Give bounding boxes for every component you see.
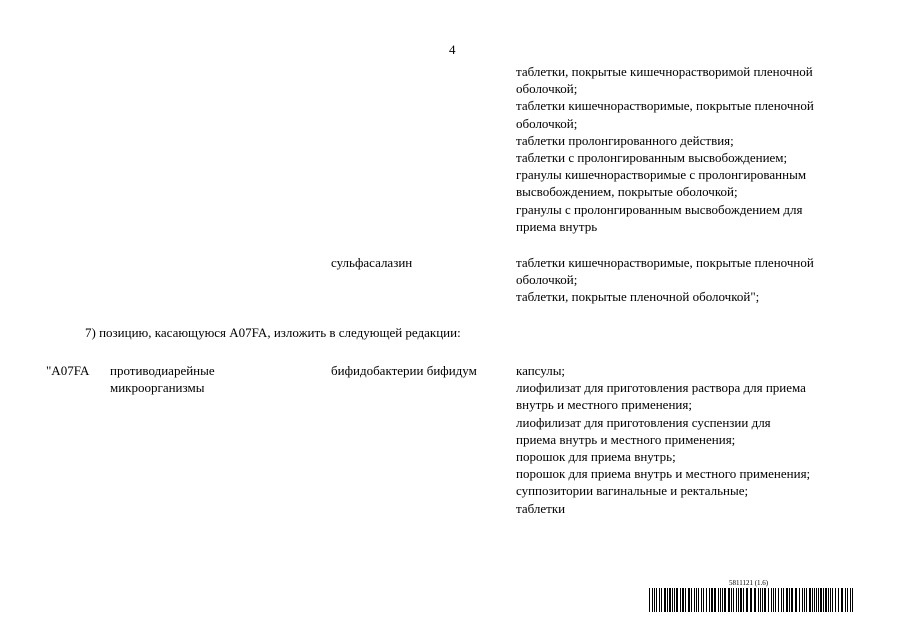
form-line: лиофилизат для приготовления суспензии для	[516, 414, 771, 430]
form-line: оболочкой;	[516, 115, 578, 131]
form-line: таблетки, покрытые пленочной оболочкой";	[516, 289, 760, 305]
form-line: лиофилизат для приготовления раствора для приема	[516, 380, 806, 396]
form-line: таблетки пролонгированного действия;	[516, 132, 734, 148]
form-line: высвобождением, покрытые оболочкой;	[516, 184, 738, 200]
document-barcode	[649, 579, 855, 612]
barcode-label: 5811121 (1.6)	[729, 579, 769, 587]
form-line: оболочкой;	[516, 81, 578, 97]
form-line: внутрь и местного применения;	[516, 397, 692, 413]
group-line: противодиарейные	[110, 363, 215, 378]
atc-group-name	[110, 362, 215, 396]
drug-name-sulfasalazine: сульфасалазин	[331, 255, 413, 270]
forms-list-sulfasalazine	[516, 254, 814, 306]
form-line: порошок для приема внутрь;	[516, 449, 676, 465]
form-line: таблетки с пролонгированным высвобождением;	[516, 150, 788, 166]
forms-list-continued	[516, 63, 814, 235]
form-line: таблетки, покрытые кишечнорастворимой пленочной	[516, 64, 813, 79]
page-number: 4	[449, 42, 456, 57]
form-line: порошок для приема внутрь и местного применения;	[516, 466, 811, 482]
form-line: капсулы;	[516, 363, 566, 378]
form-line: приема внутрь и местного применения;	[516, 431, 736, 447]
drug-name-bifidobacteria: бифидобактерии бифидум	[331, 363, 477, 378]
form-line: таблетки	[516, 500, 566, 516]
forms-list-bifidobacteria	[516, 362, 810, 517]
form-line: таблетки кишечнорастворимые, покрытые пленочной	[516, 255, 814, 270]
form-line: суппозитории вагинальные и ректальные;	[516, 483, 749, 499]
instruction-paragraph: 7) позицию, касающуюся A07FA, изложить в следующей редакции:	[85, 325, 461, 340]
group-line: микроорганизмы	[110, 380, 205, 396]
form-line: таблетки кишечнорастворимые, покрытые пленочной	[516, 98, 814, 114]
form-line: гранулы с пролонгированным высвобождением для	[516, 201, 803, 217]
atc-code: "A07FA	[46, 363, 90, 378]
form-line: гранулы кишечнорастворимые с пролонгированным	[516, 167, 807, 183]
form-line: приема внутрь	[516, 218, 598, 234]
barcode-icon	[649, 588, 855, 612]
form-line: оболочкой;	[516, 272, 578, 288]
